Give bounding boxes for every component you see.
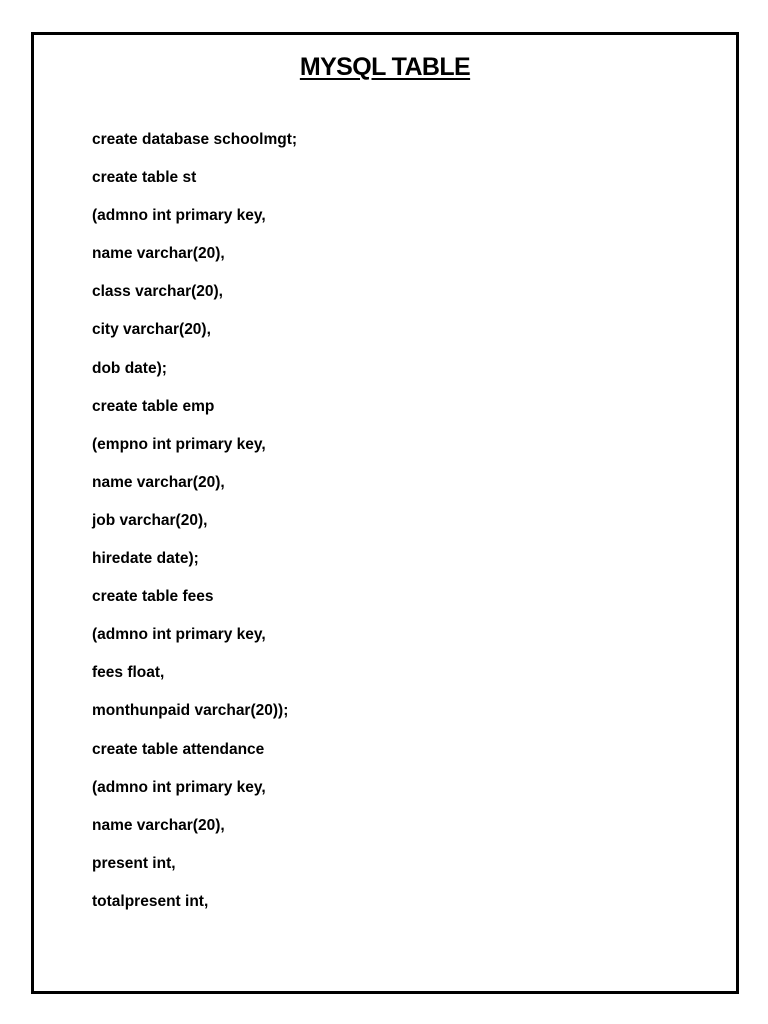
code-line: name varchar(20), <box>92 245 225 263</box>
code-line: create database schoolmgt; <box>92 131 298 148</box>
code-line: create table emp <box>92 397 215 415</box>
code-line: totalpresent int, <box>92 892 209 910</box>
code-line: name varchar(20), <box>92 473 225 491</box>
code-line: city varchar(20), <box>92 321 211 339</box>
code-line: hiredate date); <box>92 550 199 568</box>
sql-code-block <box>92 131 297 931</box>
code-line: (admno int primary key, <box>92 626 266 644</box>
code-line: dob date); <box>92 359 167 377</box>
code-line: fees float, <box>92 664 165 682</box>
page-title: MYSQL TABLE <box>299 53 471 81</box>
code-line: (admno int primary key, <box>92 778 266 796</box>
code-line: monthunpaid varchar(20)); <box>92 702 289 720</box>
code-line: present int, <box>92 854 176 872</box>
code-line: (empno int primary key, <box>92 435 266 453</box>
code-line: create table attendance <box>92 740 265 758</box>
code-line: name varchar(20), <box>92 816 225 834</box>
code-line: class varchar(20), <box>92 283 223 301</box>
code-line: (admno int primary key, <box>92 207 266 225</box>
code-line: create table st <box>92 169 197 187</box>
code-line: create table fees <box>92 588 214 606</box>
code-line: job varchar(20), <box>92 511 208 529</box>
page-frame <box>31 32 739 994</box>
